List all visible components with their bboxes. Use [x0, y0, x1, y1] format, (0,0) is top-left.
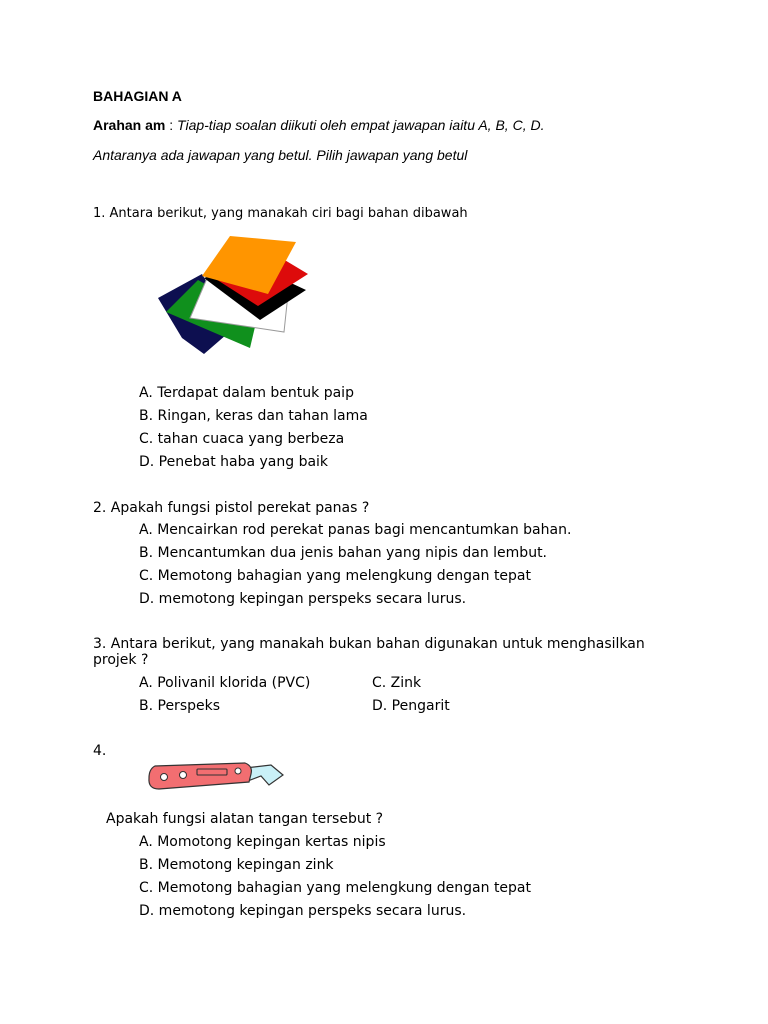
- question-3-option-b[interactable]: B. Perspeks: [139, 698, 221, 714]
- instructions-text-1: Tiap-tiap soalan diikuti oleh empat jawapan iaitu A, B, C, D.: [177, 117, 545, 133]
- question-4-number: 4.: [93, 743, 107, 759]
- question-3-option-c[interactable]: C. Zink: [372, 675, 422, 691]
- question-2-option-d[interactable]: D. memotong kepingan perspeks secara lurus.: [139, 591, 467, 607]
- instructions-line-1: [93, 117, 544, 133]
- question-4-option-d[interactable]: D. memotong kepingan perspeks secara lurus.: [139, 903, 467, 919]
- question-4-option-b[interactable]: B. Memotong kepingan zink: [139, 857, 334, 873]
- question-2-option-c[interactable]: C. Memotong bahagian yang melengkung dengan tepat: [139, 568, 531, 584]
- question-1-option-c[interactable]: C. tahan cuaca yang berbeza: [139, 431, 345, 447]
- question-4-text: Apakah fungsi alatan tangan tersebut ?: [106, 811, 384, 827]
- question-4-option-a[interactable]: A. Momotong kepingan kertas nipis: [139, 834, 386, 850]
- question-2-option-b[interactable]: B. Mencantumkan dua jenis bahan yang nipis dan lembut.: [139, 545, 548, 561]
- instructions-line-2: [93, 147, 467, 163]
- instructions-text-2: Antaranya ada jawapan yang betul. Pilih jawapan yang betul: [93, 147, 468, 163]
- question-2-option-a[interactable]: A. Mencairkan rod perekat panas bagi mencantumkan bahan.: [139, 522, 572, 538]
- cutter-screw-3: [235, 768, 241, 774]
- instructions-label: Arahan am: [93, 117, 166, 133]
- question-1-option-b[interactable]: B. Ringan, keras dan tahan lama: [139, 408, 368, 424]
- question-3-text-line-1: 3. Antara berikut, yang manakah bukan bahan digunakan untuk menghasilkan: [93, 636, 645, 652]
- question-3-text-line-2: projek ?: [93, 652, 149, 668]
- cutter-slot: [197, 769, 227, 775]
- section-title: BAHAGIAN A: [93, 88, 182, 104]
- question-1-option-d[interactable]: D. Penebat haba yang baik: [139, 454, 329, 470]
- cutter-screw-1: [161, 774, 168, 781]
- instructions-separator: :: [165, 117, 178, 133]
- cutter-screw-2: [180, 772, 187, 779]
- coloured-perspex-sheets-image: [150, 232, 315, 357]
- question-2-text: 2. Apakah fungsi pistol perekat panas ?: [93, 500, 370, 516]
- question-1-option-a[interactable]: A. Terdapat dalam bentuk paip: [139, 385, 354, 401]
- question-4-option-c[interactable]: C. Memotong bahagian yang melengkung dengan tepat: [139, 880, 531, 896]
- question-1-text: 1. Antara berikut, yang manakah ciri bagi bahan dibawah: [93, 206, 468, 221]
- question-3-option-a[interactable]: A. Polivanil klorida (PVC): [139, 675, 311, 691]
- question-3-option-d[interactable]: D. Pengarit: [372, 698, 450, 714]
- perspex-cutter-icon: [145, 760, 290, 792]
